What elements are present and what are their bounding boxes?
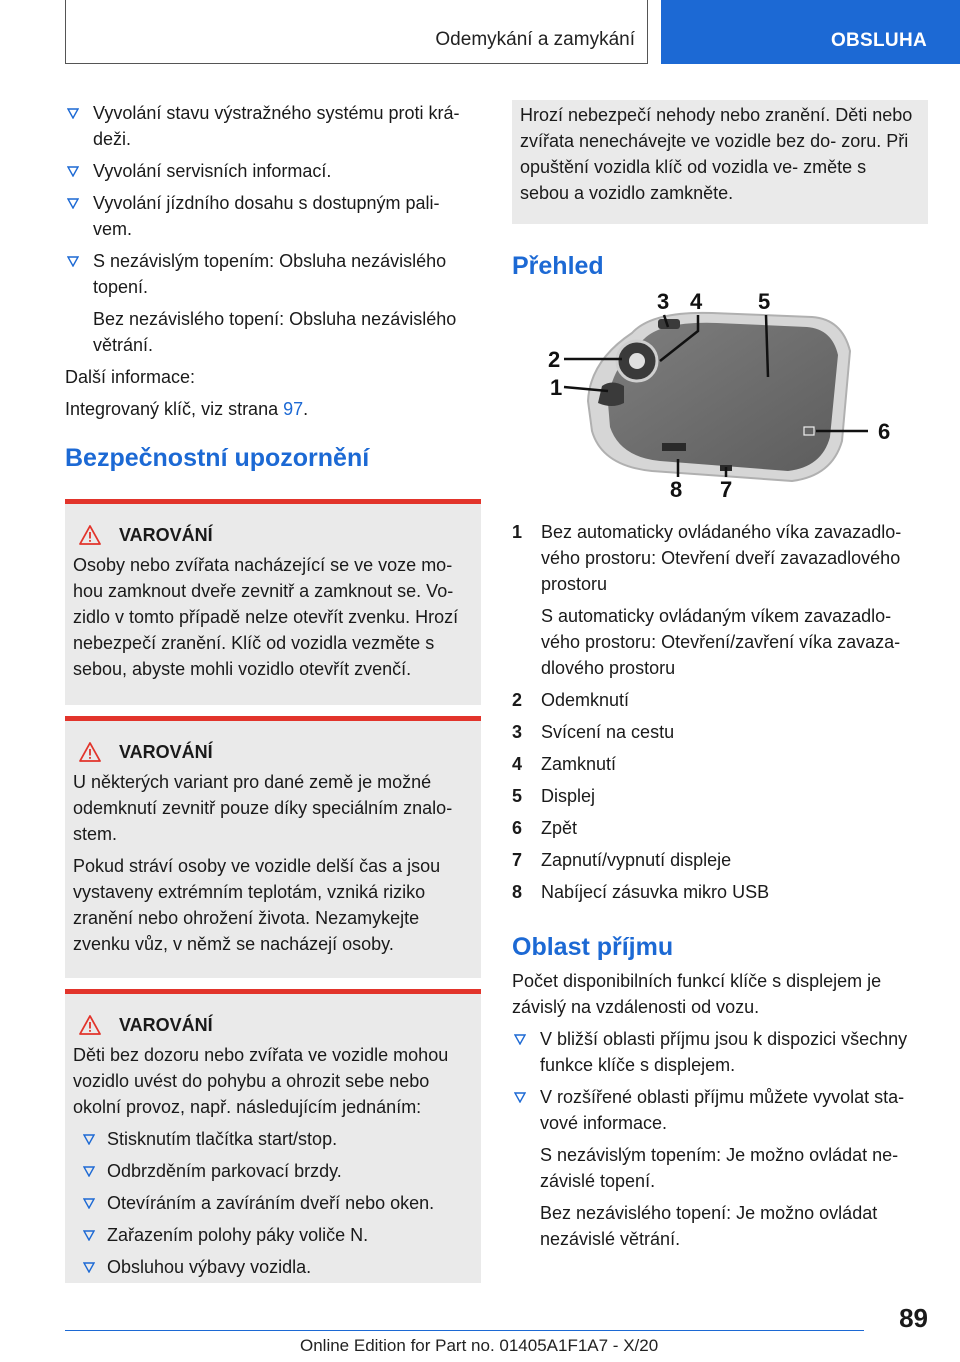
warning-text: U některých variant pro dané země je možné odemknutí zevnitř pouze díky speciálním znalo‑ stem. [73, 772, 453, 844]
list-item: Zařazením polohy páky voliče N. [73, 1222, 473, 1248]
triangle-bullet-icon [83, 1126, 95, 1145]
item-number: 1 [512, 522, 523, 542]
list-item: V rozšířené oblasti příjmu můžete vyvolat sta‑ vové informace. [512, 1084, 928, 1136]
range-text: Počet disponibilních funkcí klíče s displejem je závislý na vzdálenosti od vozu. [512, 971, 882, 1017]
figure-label: 1 [550, 375, 563, 400]
triangle-bullet-icon [67, 248, 79, 267]
warning-text: Osoby nebo zvířata nacházející se ve voze mo‑ hou zamknout dveře zevnitř a zamknout se. Vo‑ zidlo v tomto případě nelze otevřít zvenku. Hrozí nebezpečí zranění. Klíč od vozidla vezměte s sebou, abyste mohli vozidlo otevřít zvenčí. [73, 555, 459, 679]
warning-text: Hrozí nebezpečí nehody nebo zranění. Děti nebo zvířata nenechávejte ve vozidle bez do‑ zoru. Při opuštění vozidla klíč od vozidla ve‑ změte s sebou a vozidlo zamkněte. [520, 105, 913, 203]
warning-box [65, 716, 481, 978]
right-column [512, 100, 928, 1258]
warning-title: VAROVÁNÍ [119, 1015, 213, 1035]
item-number: 7 [512, 850, 523, 870]
triangle-bullet-icon [83, 1254, 95, 1273]
warning-box [65, 989, 481, 1283]
section-title-overview: Přehled [512, 252, 604, 280]
page-link[interactable]: 97 [283, 399, 304, 419]
list-item: Vyvolání stavu výstražného systému proti krá‑ deži. [65, 100, 481, 152]
warning-text: Pokud stráví osoby ve vozidle delší čas a jsou vystaveny extrémním teplotám, vzniká riziko zranění nebo ohrožení života. Nezamykejte zvenku vůz, v němž se nacházejí osoby. [73, 856, 441, 954]
triangle-bullet-icon [83, 1190, 95, 1209]
warning-icon [79, 742, 101, 762]
figure-label: 8 [670, 477, 683, 502]
display-key-figure [512, 291, 928, 511]
list-item-sub: Bez nezávislého topení: Obsluha nezávislého větrání. [93, 309, 457, 355]
header-chapter-tab [661, 0, 960, 64]
list-item: S nezávislým topením: Obsluha nezávislého topení. [65, 248, 481, 300]
list-item: Vyvolání jízdního dosahu s dostupným pali‑ vem. [65, 190, 481, 242]
footer-divider [65, 1330, 864, 1331]
warning-icon [79, 1015, 101, 1035]
header-chapter-title: OBSLUHA [830, 30, 927, 51]
list-item: Obsluhou výbavy vozidla. [73, 1254, 473, 1280]
list-item-sub: Bez nezávislého topení: Je možno ovládat nezávislé větrání. [540, 1203, 878, 1249]
list-item: 4 Zamknutí [512, 751, 928, 777]
list-item: 8 Nabíjecí zásuvka mikro USB [512, 879, 928, 905]
figure-label: 4 [690, 291, 703, 314]
integrated-key-ref: Integrovaný klíč, viz strana 97. [65, 399, 309, 419]
list-item: 7 Zapnutí/vypnutí displeje [512, 847, 928, 873]
list-item: Vyvolání servisních informací. [65, 158, 481, 184]
triangle-bullet-icon [67, 158, 79, 177]
footer-edition: Online Edition for Part no. 01405A1F1A7 - X/20 [300, 1336, 659, 1355]
more-info-label: Další informace: [65, 367, 196, 387]
triangle-bullet-icon [67, 100, 79, 119]
item-number: 8 [512, 882, 523, 902]
figure-label: 3 [657, 291, 670, 314]
figure-label: 5 [758, 291, 771, 314]
page-number: 89 [899, 1303, 928, 1333]
warning-continuation-box [512, 100, 928, 224]
list-item: Odbrzděním parkovací brzdy. [73, 1158, 473, 1184]
list-item: 3 Svícení na cestu [512, 719, 928, 745]
usb-slot-graphic [662, 443, 686, 451]
warning-title: VAROVÁNÍ [119, 742, 213, 762]
header-section-tab [65, 0, 648, 64]
triangle-bullet-icon [514, 1026, 526, 1045]
list-item-sub: S automaticky ovládaným víkem zavazadlo‑ vého prostoru: Otevření/zavření víka zavaza‑ dlového prostoru [541, 606, 901, 678]
figure-label: 2 [548, 347, 561, 372]
section-title-safety: Bezpečnostní upozornění [65, 444, 370, 472]
header-section-title: Odemykání a zamykání [435, 29, 635, 50]
list-item: 2 Odemknutí [512, 687, 928, 713]
item-number: 3 [512, 722, 523, 742]
figure-label: 6 [878, 419, 891, 444]
list-item-sub: S nezávislým topením: Je možno ovládat ne‑ závislé topení. [540, 1145, 899, 1191]
section-title-range: Oblast příjmu [512, 933, 674, 961]
list-item: V bližší oblasti příjmu jsou k dispozici všechny funkce klíče s displejem. [512, 1026, 928, 1078]
footer-watermark [300, 1336, 301, 1337]
triangle-bullet-icon [67, 190, 79, 209]
triangle-bullet-icon [514, 1084, 526, 1103]
list-item: Otevíráním a zavíráním dveří nebo oken. [73, 1190, 473, 1216]
list-item: 6 Zpět [512, 815, 928, 841]
item-number: 6 [512, 818, 523, 838]
list-item: Stisknutím tlačítka start/stop. [73, 1126, 473, 1152]
warning-box [65, 499, 481, 705]
warning-text: Děti bez dozoru nebo zvířata ve vozidle mohou vozidlo uvést do pohybu a ohrozit sebe nebo okolní provoz, např. následujícím jednáním: [73, 1045, 449, 1117]
warning-icon [79, 525, 101, 545]
triangle-bullet-icon [83, 1222, 95, 1241]
left-column [65, 100, 481, 1283]
triangle-bullet-icon [83, 1158, 95, 1177]
warning-title: VAROVÁNÍ [119, 525, 213, 545]
figure-label: 7 [720, 477, 733, 502]
list-item: 1 Bez automaticky ovládaného víka zavazadlo‑ vého prostoru: Otevření dveří zavazadlového prostoru [512, 519, 928, 597]
item-number: 5 [512, 786, 523, 806]
item-number: 4 [512, 754, 523, 774]
list-item: 5 Displej [512, 783, 928, 809]
item-number: 2 [512, 690, 523, 710]
